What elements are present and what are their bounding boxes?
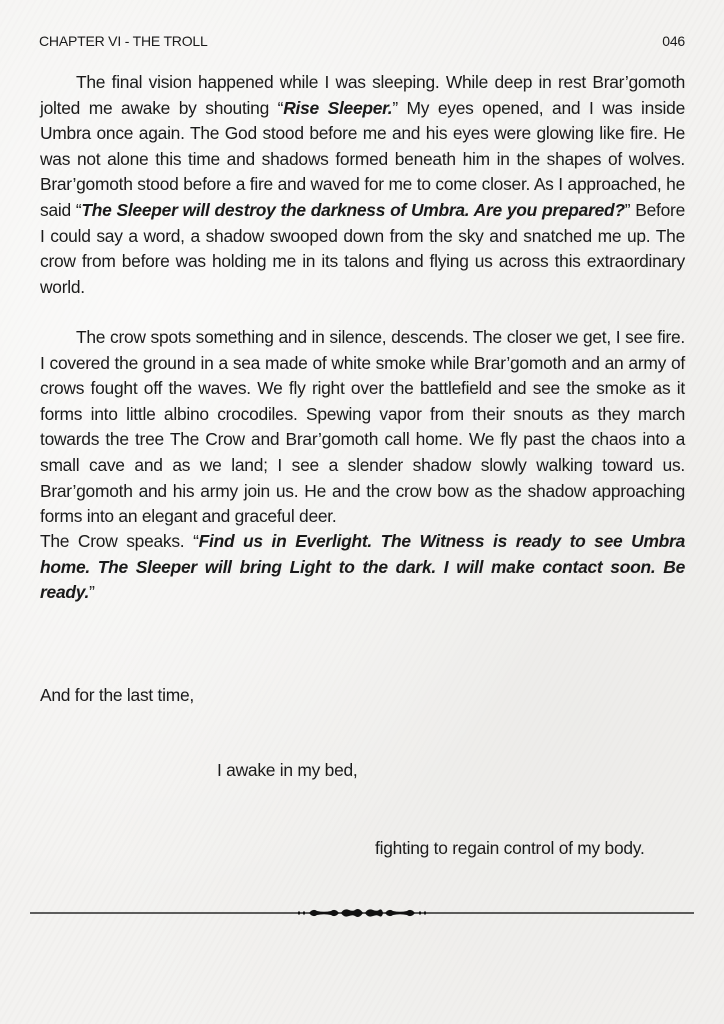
quote-find-us: Find us in Everlight. The Witness is ready to see Umbra home. The Sleeper will bring Light to the dark. I will make contact soon. Be ready. — [40, 531, 685, 603]
closing-line-2: I awake in my bed, — [217, 760, 358, 780]
quote-sleeper-destroy: The Sleeper will destroy the darkness of Umbra. Are you prepared? — [81, 199, 625, 220]
page-number: 046 — [662, 33, 685, 49]
paragraph-crow-speaks: The Crow speaks. “Find us in Everlight. The Witness is ready to see Umbra home. The Sleeper will bring Light to the dark. I will make contact soon. Be ready.” — [40, 531, 685, 603]
chapter-title: CHAPTER VI - THE TROLL — [39, 33, 208, 49]
paragraph-crow-descends: The crow spots something and in silence, descends. The closer we get, I see fire. I covered the ground in a sea made of white smoke while Brar’gomoth and an army of crows fought off the waves. We fly right over the battlefield and see the smoke as it forms into little albino crocodiles. Spewing vapor from their snouts as they march towards the tree The Crow and Brar’gomoth call home. We fly past the chaos into a small cave and as we land; I see a slender shadow slowly walking toward us. Brar’gomoth and his army join us. He and the crow bow as the shadow approaching forms into an elegant and graceful deer. — [40, 327, 685, 527]
page-header — [39, 33, 685, 49]
closing-line-1: And for the last time, — [40, 685, 194, 705]
divider-flourish-icon — [30, 903, 694, 923]
quote-rise-sleeper: Rise Sleeper. — [283, 97, 393, 118]
closing-line-3: fighting to regain control of my body. — [375, 838, 645, 858]
paragraph-vision: The final vision happened while I was sleeping. While deep in rest Brar’gomoth jolted me awake by shouting “Rise Sleeper.” My eyes opened, and I was inside Umbra once again. The God stood before me and his eyes were glowing like fire. He was not alone this time and shadows formed beneath him in the shapes of wolves. Brar’gomoth stood before a fire and waved for me to come closer. As I approached, he said “The Sleeper will destroy the darkness of Umbra. Are you prepared?” Before I could say a word, a shadow swooped down from the sky and snatched me up. The crow from before was holding me in its talons and flying us across this extraordinary world. — [40, 72, 685, 297]
